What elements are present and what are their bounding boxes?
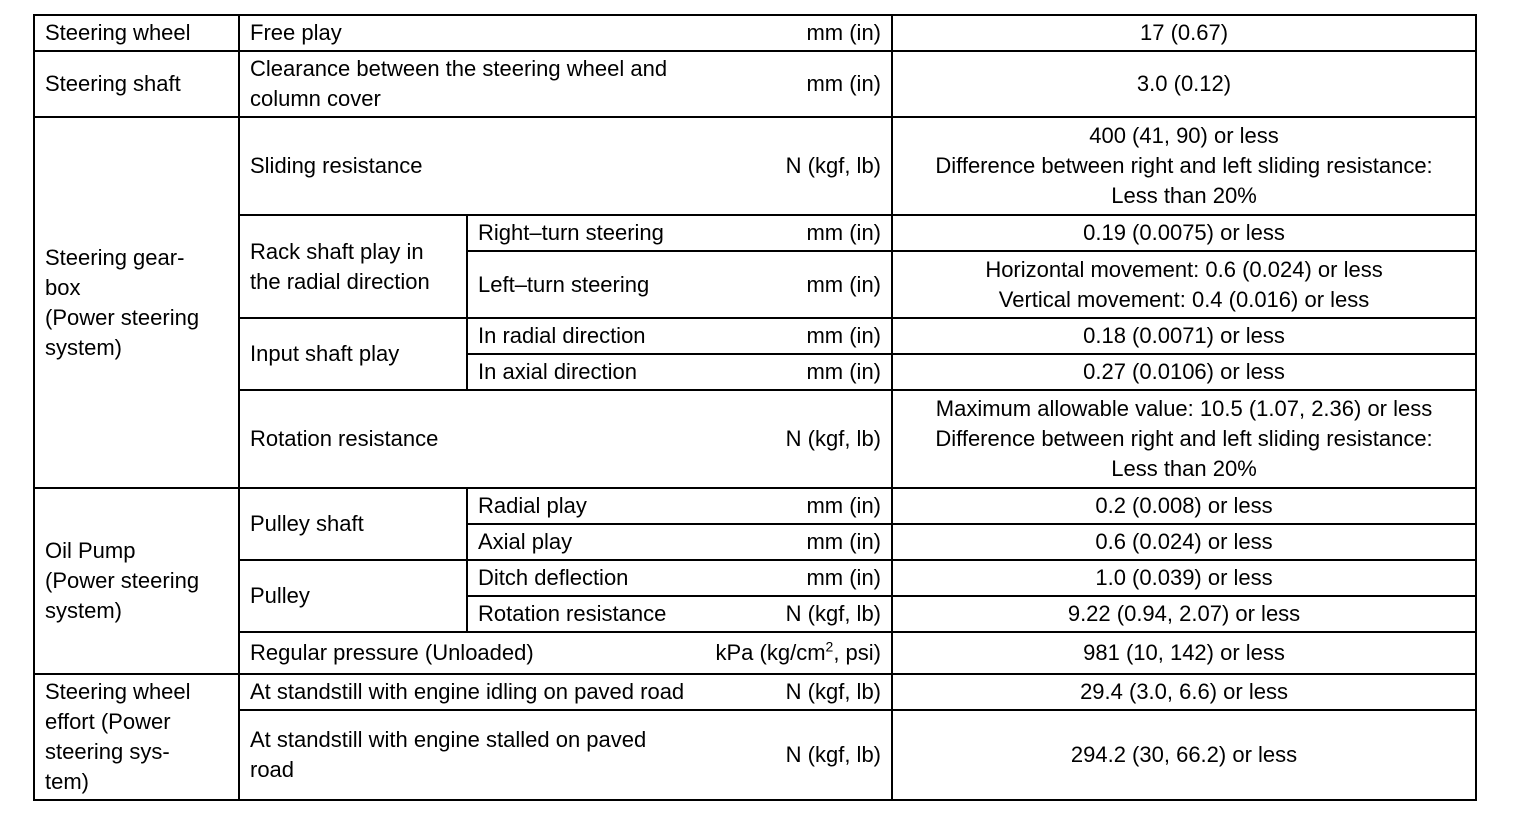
item-cell [467, 596, 892, 632]
table-row [34, 15, 1476, 51]
item-cell [467, 354, 892, 390]
item-label: Pulley shaft [250, 511, 364, 536]
value-text: Vertical movement: 0.4 (0.016) or less [998, 286, 1370, 312]
value-cell [892, 674, 1476, 710]
category-label: (Power steering [45, 304, 200, 330]
item-label: Rack shaft play in [250, 238, 424, 264]
category-cell [34, 15, 239, 51]
item-cell [467, 318, 892, 354]
value-text: 0.27 (0.0106) or less [1083, 359, 1285, 384]
unit-superscript: 2 [825, 638, 834, 655]
item-cell [467, 524, 892, 560]
category-label: box [45, 274, 81, 300]
item-label: Right–turn steering [478, 220, 664, 245]
category-label: Steering wheel [45, 20, 191, 45]
item-cell [239, 632, 892, 674]
unit-suffix: , psi) [833, 640, 882, 665]
value-cell [892, 632, 1476, 674]
item-label-line: At standstill with engine stalled on paved [250, 727, 647, 752]
item-label [250, 725, 776, 785]
value-cell [892, 354, 1476, 390]
value-cell [892, 318, 1476, 354]
category-cell [34, 117, 239, 488]
subitem-cell [239, 560, 467, 632]
subitem-cell [239, 488, 467, 560]
item-label: Left–turn steering [478, 271, 650, 297]
value-text: 400 (41, 90) or less [1089, 123, 1279, 148]
value-text: 0.2 (0.008) or less [1095, 493, 1273, 518]
unit-label: N (kgf, lb) [785, 601, 882, 626]
item-cell [239, 390, 892, 488]
unit-label: mm (in) [806, 20, 882, 45]
value-cell [892, 560, 1476, 596]
value-text: 1.0 (0.039) or less [1095, 565, 1273, 590]
item-label: In axial direction [478, 359, 637, 384]
value-cell [892, 15, 1476, 51]
table-row [34, 117, 1476, 215]
category-label: system) [45, 334, 122, 360]
unit-label: N (kgf, lb) [785, 679, 882, 704]
item-label: Input shaft play [250, 341, 400, 366]
category-label: system) [45, 598, 122, 623]
unit-label [706, 638, 882, 668]
value-text: 3.0 (0.12) [1136, 71, 1232, 96]
item-label: Radial play [478, 493, 587, 518]
unit-label: mm (in) [806, 71, 882, 96]
unit-label: N (kgf, lb) [785, 426, 882, 451]
table-row [34, 390, 1476, 488]
category-label: Steering shaft [45, 71, 181, 96]
unit-label: mm (in) [806, 359, 882, 384]
table-row [34, 51, 1476, 117]
item-label: the radial direction [250, 268, 430, 294]
item-label: Pulley [250, 583, 310, 608]
value-cell [892, 251, 1476, 318]
item-label: Regular pressure (Unloaded) [250, 640, 534, 665]
category-cell [34, 488, 239, 674]
subitem-cell [239, 215, 467, 318]
value-cell [892, 390, 1476, 488]
value-cell [892, 524, 1476, 560]
category-label: steering sys- [45, 739, 170, 764]
value-text: Difference between right and left sliding resistance: [935, 153, 1433, 178]
value-text: 294.2 (30, 66.2) or less [1070, 742, 1298, 767]
category-label: effort (Power [45, 709, 171, 734]
value-cell [892, 215, 1476, 251]
unit-label: mm (in) [806, 565, 882, 590]
table-row [34, 215, 1476, 251]
item-cell [239, 15, 892, 51]
unit-label: mm (in) [806, 323, 882, 348]
category-label: (Power steering [45, 568, 200, 593]
table-row [34, 318, 1476, 354]
value-text: Maximum allowable value: 10.5 (1.07, 2.36) or less [935, 396, 1433, 421]
unit-label: mm (in) [806, 271, 882, 297]
value-text: 29.4 (3.0, 6.6) or less [1080, 679, 1288, 704]
value-cell [892, 117, 1476, 215]
category-label: Oil Pump [45, 538, 136, 563]
value-text: Horizontal movement: 0.6 (0.024) or less [985, 256, 1383, 282]
value-text: Less than 20% [1111, 456, 1257, 481]
item-label: Ditch deflection [478, 565, 629, 590]
item-label: Rotation resistance [250, 426, 439, 451]
item-label: Rotation resistance [478, 601, 667, 626]
subitem-cell [239, 318, 467, 390]
category-label: tem) [45, 769, 89, 794]
category-label: Steering wheel [45, 679, 191, 704]
item-cell [239, 117, 892, 215]
item-label: Clearance between the steering wheel and column cover [250, 56, 668, 111]
value-text: 0.19 (0.0075) or less [1083, 220, 1285, 245]
value-text: 17 (0.67) [1139, 20, 1229, 45]
value-cell [892, 710, 1476, 800]
item-label-line: road [250, 757, 295, 782]
item-cell [467, 488, 892, 524]
table-row [34, 560, 1476, 596]
category-cell [34, 674, 239, 800]
unit-label: mm (in) [806, 220, 882, 245]
item-label: Free play [250, 20, 342, 45]
item-label: Sliding resistance [250, 153, 423, 178]
item-label: At standstill with engine idling on paved road [250, 679, 685, 704]
unit-label: N (kgf, lb) [785, 742, 882, 767]
value-cell [892, 596, 1476, 632]
category-cell [34, 51, 239, 117]
unit-label: N (kgf, lb) [785, 153, 882, 178]
item-cell [467, 251, 892, 318]
value-text: 0.6 (0.024) or less [1095, 529, 1273, 554]
unit-prefix: kPa (kg/cm [715, 640, 826, 665]
item-cell [239, 51, 892, 117]
value-cell [892, 51, 1476, 117]
value-text: Difference between right and left sliding resistance: [935, 426, 1433, 451]
item-cell [239, 674, 892, 710]
item-label: In radial direction [478, 323, 646, 348]
steering-specification-table [33, 14, 1477, 801]
unit-label: mm (in) [806, 493, 882, 518]
category-label: Steering gear- [45, 244, 185, 270]
table-row [34, 632, 1476, 674]
item-cell [467, 560, 892, 596]
table-row [34, 488, 1476, 524]
value-cell [892, 488, 1476, 524]
unit-label: mm (in) [806, 529, 882, 554]
item-cell [239, 710, 892, 800]
value-text: 0.18 (0.0071) or less [1083, 323, 1285, 348]
table-row [34, 674, 1476, 710]
value-text: 981 (10, 142) or less [1083, 640, 1285, 665]
value-text: Less than 20% [1111, 183, 1257, 208]
item-cell [467, 215, 892, 251]
value-text: 9.22 (0.94, 2.07) or less [1067, 601, 1301, 626]
item-label: Axial play [478, 529, 573, 554]
table-row [34, 710, 1476, 800]
